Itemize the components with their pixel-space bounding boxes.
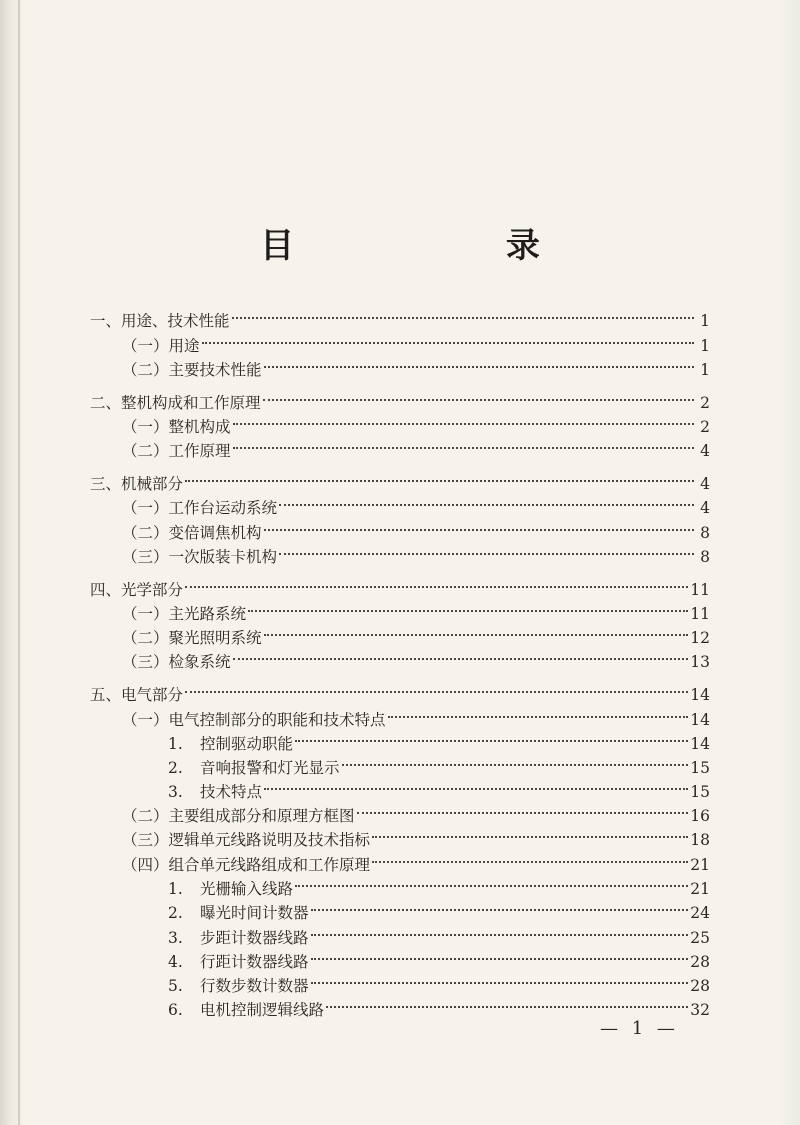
toc-entry-page-number: 14 (690, 735, 710, 753)
toc-entry-page-number: 25 (690, 929, 710, 947)
toc-entry-label: 主要组成部分和原理方框图 (168, 807, 355, 825)
toc-entry-page-number: 1 (700, 312, 710, 330)
toc-entry-label: 工作原理 (168, 442, 231, 460)
toc-entry-prefix: 3. (168, 783, 183, 801)
toc-entry-label: 电机控制逻辑线路 (200, 1001, 325, 1019)
toc-entry-prefix: 5. (168, 977, 183, 995)
toc-entry-label: 逻辑单元线路说明及技术指标 (168, 831, 371, 849)
toc-entry-prefix: （二） (122, 442, 169, 460)
toc-entry-page-number: 32 (690, 1001, 710, 1019)
toc-entry-page-number: 2 (700, 418, 710, 436)
toc-leader-dots (233, 423, 694, 449)
toc-leader-dots (311, 958, 689, 984)
toc-entry-label: 一、用途、技术性能 (90, 312, 230, 330)
toc-entry-label: 三、机械部分 (90, 475, 184, 493)
toc-leader-dots (295, 716, 688, 742)
toc-entry-label: 整机构成 (168, 418, 231, 436)
toc-entry-page-number: 21 (690, 880, 710, 898)
toc-leader-dots (279, 529, 694, 555)
toc-entry-label: 音响报警和灯光显示 (200, 759, 340, 777)
toc-leader-dots (185, 562, 688, 588)
toc-entry-page-number: 14 (690, 686, 710, 704)
toc-leader-dots (342, 740, 689, 766)
toc-leader-dots (264, 610, 689, 636)
toc-entry-page-number: 18 (690, 831, 710, 849)
toc-entry-prefix: 1. (168, 880, 183, 898)
toc-entry-label: 曝光时间计数器 (200, 904, 309, 922)
toc-leader-dots (279, 480, 694, 506)
toc-entry-label: 检象系统 (168, 653, 231, 671)
toc-leader-dots (388, 692, 689, 718)
toc-leader-dots (264, 764, 688, 790)
toc-entry-page-number: 14 (690, 711, 710, 729)
toc-entry-page-number: 24 (690, 904, 710, 922)
toc-entry-prefix: （二） (122, 629, 169, 647)
toc-entry-prefix: （二） (122, 361, 169, 379)
toc-entry-prefix: （二） (122, 807, 169, 825)
toc-entry-label: 步距计数器线路 (200, 929, 309, 947)
toc-entry-label: 电气控制部分的职能和技术特点 (168, 711, 386, 729)
toc-entry-page-number: 21 (690, 856, 710, 874)
toc-entry-page-number: 4 (700, 442, 710, 460)
toc-entry-prefix: （四） (122, 856, 169, 874)
toc-leader-dots (326, 982, 688, 1008)
toc-entry-page-number: 15 (690, 783, 710, 801)
toc-entry-prefix: 3. (168, 929, 183, 947)
toc-entry-page-number: 28 (690, 977, 710, 995)
toc-entry-label: 技术特点 (200, 783, 263, 801)
toc-leader-dots (311, 910, 689, 936)
toc-entry-page-number: 2 (700, 394, 710, 412)
toc-entry-label: 变倍调焦机构 (168, 524, 262, 542)
toc-entry-page-number: 16 (690, 807, 710, 825)
toc-entry-page-number: 11 (690, 581, 710, 599)
toc-entry-label: 四、光学部分 (90, 581, 184, 599)
binding-edge (18, 0, 20, 1125)
toc-entry-prefix: （一） (122, 499, 169, 517)
toc-entry-page-number: 28 (690, 953, 710, 971)
toc-entry-prefix: 2. (168, 904, 183, 922)
toc-entry-prefix: （三） (122, 548, 169, 566)
toc-leader-dots (202, 318, 694, 344)
toc-leader-dots (311, 934, 689, 960)
toc-entry-page-number: 1 (700, 337, 710, 355)
toc-entry-page-number: 11 (690, 605, 710, 623)
toc-entry (168, 989, 710, 1019)
toc-entry-page-number: 12 (690, 629, 710, 647)
toc-entry-page-number: 8 (700, 548, 710, 566)
toc-leader-dots (372, 812, 688, 838)
toc-entry-prefix: （一） (122, 418, 169, 436)
toc-entry-page-number: 1 (700, 361, 710, 379)
toc-leader-dots (357, 788, 689, 814)
toc-entry-prefix: （二） (122, 524, 169, 542)
toc-leader-dots (311, 885, 689, 911)
toc-leader-dots (263, 375, 694, 401)
toc-leader-dots (248, 586, 688, 612)
toc-leader-dots (233, 399, 694, 425)
page-number-footer: — 1 — (600, 1018, 679, 1039)
toc-entry-page-number: 13 (690, 653, 710, 671)
toc-entry-prefix: （一） (122, 605, 169, 623)
toc-entry (122, 536, 710, 566)
toc-entry-prefix: 1. (168, 735, 183, 753)
toc-entry-prefix: 2. (168, 759, 183, 777)
toc-leader-dots (232, 293, 694, 319)
toc-entry-label: 行数步数计数器 (200, 977, 309, 995)
toc-entry-prefix: 6. (168, 1001, 183, 1019)
toc-entry-prefix: （一） (122, 711, 169, 729)
toc-entry-page-number: 8 (700, 524, 710, 542)
toc-entry-label: 二、整机构成和工作原理 (90, 394, 261, 412)
toc-leader-dots (264, 505, 694, 531)
toc-entry-label: 主要技术性能 (168, 361, 262, 379)
toc-entry-label: 用途 (168, 337, 200, 355)
toc-entry-prefix: 4. (168, 953, 183, 971)
toc-entry-label: 组合单元线路组成和工作原理 (168, 856, 371, 874)
toc-entry-label: 五、电气部分 (90, 686, 184, 704)
toc-leader-dots (372, 837, 688, 863)
toc-entry-label: 聚光照明系统 (168, 629, 262, 647)
toc-entry-page-number: 4 (700, 499, 710, 517)
toc-entry-label: 工作台运动系统 (168, 499, 278, 517)
toc-entry-prefix: （三） (122, 831, 169, 849)
toc-entry-label: 主光路系统 (168, 605, 247, 623)
toc-entry (122, 641, 710, 671)
toc-leader-dots (185, 456, 694, 482)
toc-leader-dots (264, 342, 694, 368)
toc-entry-label: 一次版装卡机构 (168, 548, 278, 566)
toc-leader-dots (185, 667, 688, 693)
toc-entry-prefix: （三） (122, 653, 169, 671)
toc-entry-page-number: 15 (690, 759, 710, 777)
toc-entry-label: 光栅输入线路 (200, 880, 294, 898)
toc-entry-label: 行距计数器线路 (200, 953, 309, 971)
page-title: 目 录 (260, 226, 640, 266)
toc-entry-prefix: （一） (122, 337, 169, 355)
toc-entry (122, 430, 710, 460)
toc-leader-dots (295, 861, 688, 887)
toc-entry-label: 控制驱动职能 (200, 735, 294, 753)
toc-leader-dots (233, 634, 689, 660)
toc-entry-page-number: 4 (700, 475, 710, 493)
toc-entry (122, 349, 710, 379)
